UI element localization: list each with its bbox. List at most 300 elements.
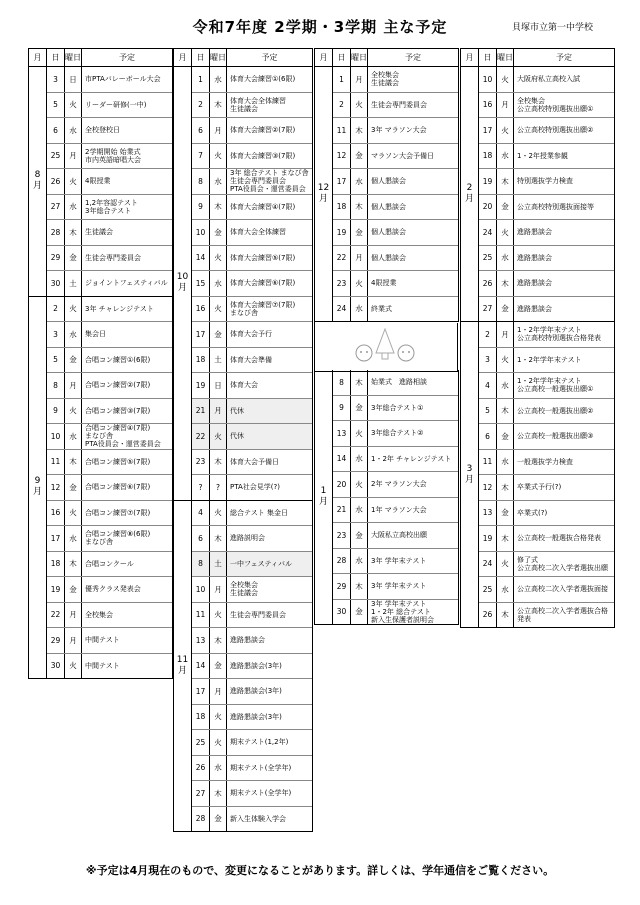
- schedule-row: [479, 603, 614, 628]
- month-group: [29, 297, 173, 680]
- schedule-row: [192, 373, 312, 399]
- month-label: 1 月: [315, 370, 333, 624]
- day-cell: 10: [479, 67, 497, 92]
- event-cell: 全校集会 生徒議会: [371, 71, 399, 88]
- month-group: [174, 501, 313, 833]
- event-cell: 1・2年学年末テスト 公立高校一般選抜出願①: [517, 377, 594, 394]
- weekday-cell: 木: [210, 93, 227, 118]
- weekday-cell: 水: [497, 577, 514, 602]
- event-cell: 3年総合テスト②: [371, 429, 424, 438]
- day-cell: 15: [192, 271, 210, 296]
- day-cell: 23: [333, 523, 351, 548]
- school-name: 貝塚市立第一中学校: [512, 23, 594, 33]
- day-cell: 10: [192, 577, 210, 602]
- header-day: 日: [333, 49, 351, 66]
- day-cell: 27: [192, 781, 210, 806]
- children-christmas-icon: [314, 323, 457, 371]
- header-weekday: 曜日: [210, 49, 227, 66]
- header-month: 月: [461, 49, 479, 66]
- schedule-row: [47, 399, 172, 425]
- schedule-row: [479, 501, 614, 527]
- day-cell: 6: [192, 526, 210, 551]
- month-group: [174, 67, 313, 501]
- weekday-cell: 水: [65, 118, 82, 143]
- month-label: 11 月: [174, 501, 192, 832]
- schedule-row: [47, 526, 172, 552]
- weekday-cell: 水: [351, 498, 368, 523]
- event-cell: 3年 チャレンジテスト: [85, 304, 154, 313]
- day-cell: 27: [479, 297, 497, 322]
- schedule-row: [479, 271, 614, 297]
- day-cell: 13: [192, 628, 210, 653]
- schedule-row: [333, 297, 458, 322]
- weekday-cell: 月: [351, 246, 368, 271]
- schedule-row: [47, 654, 172, 679]
- day-cell: 4: [479, 373, 497, 398]
- event-cell: 期末テスト(全学年): [230, 789, 292, 798]
- weekday-cell: 木: [210, 628, 227, 653]
- schedule-row: [192, 501, 312, 527]
- schedule-row: [47, 450, 172, 476]
- day-cell: 20: [479, 195, 497, 220]
- day-cell: 24: [333, 297, 351, 322]
- month-label: 3 月: [461, 322, 479, 627]
- schedule-row: [192, 781, 312, 807]
- event-cell: 進路懇談会: [517, 253, 552, 262]
- day-cell: 29: [47, 628, 65, 653]
- event-cell: 4限授業: [85, 177, 111, 186]
- weekday-cell: 金: [351, 600, 368, 625]
- event-cell: 進路懇談会: [230, 636, 265, 645]
- schedule-row: [192, 118, 312, 144]
- event-cell: 始業式 進路相談: [371, 378, 427, 387]
- schedule-row: [479, 322, 614, 348]
- header-day: 日: [47, 49, 65, 66]
- month-label: 12 月: [315, 67, 333, 321]
- day-cell: 2: [47, 297, 65, 322]
- event-cell: 一般選抜学力検査: [517, 457, 573, 466]
- schedule-row: [333, 370, 458, 396]
- month-label: 8 月: [29, 67, 47, 296]
- weekday-cell: 金: [210, 322, 227, 347]
- day-cell: 24: [479, 552, 497, 577]
- event-cell: 生徒会専門委員会: [230, 610, 286, 619]
- day-cell: 8: [47, 373, 65, 398]
- weekday-cell: 火: [210, 246, 227, 271]
- header-event: 予定: [405, 53, 421, 62]
- day-cell: 18: [333, 195, 351, 220]
- event-cell: 3年 マラソン大会: [371, 126, 427, 135]
- schedule-row: [47, 169, 172, 195]
- day-cell: 10: [192, 220, 210, 245]
- schedule-column: [460, 48, 615, 628]
- schedule-row: [333, 118, 458, 144]
- event-cell: 1,2年容認テスト 3年総合テスト: [85, 198, 138, 215]
- schedule-row: [333, 600, 458, 625]
- weekday-cell: 水: [210, 271, 227, 296]
- weekday-cell: 木: [65, 552, 82, 577]
- header-event: 予定: [556, 53, 572, 62]
- event-cell: 公立高校二次入学者選抜面接: [517, 585, 608, 594]
- schedule-row: [192, 271, 312, 297]
- weekday-cell: 水: [351, 169, 368, 194]
- weekday-cell: 火: [497, 118, 514, 143]
- weekday-cell: 木: [497, 271, 514, 296]
- weekday-cell: 木: [351, 118, 368, 143]
- day-cell: 8: [333, 370, 351, 395]
- schedule-column: [28, 48, 173, 679]
- weekday-cell: 火: [497, 348, 514, 373]
- schedule-row: [479, 424, 614, 450]
- event-cell: PTA社会見学(?): [230, 483, 280, 492]
- weekday-cell: 木: [351, 370, 368, 395]
- weekday-cell: 月: [210, 679, 227, 704]
- event-cell: 3年 学年末テスト: [371, 582, 427, 591]
- weekday-cell: 木: [497, 399, 514, 424]
- schedule-row: [47, 271, 172, 296]
- weekday-cell: 火: [210, 730, 227, 755]
- weekday-cell: 火: [65, 93, 82, 118]
- schedule-row: [192, 679, 312, 705]
- weekday-cell: 火: [65, 654, 82, 679]
- day-cell: 19: [47, 577, 65, 602]
- footer-note: ※予定は4月現在のもので、変更になることがあります。詳しくは、学年通信をご覧ください。: [85, 864, 555, 877]
- month-group: [315, 370, 459, 625]
- event-cell: 進路懇談会: [517, 304, 552, 313]
- event-cell: 生徒会専門委員会: [371, 100, 427, 109]
- day-cell: 1: [333, 67, 351, 92]
- day-cell: 6: [192, 118, 210, 143]
- schedule-row: [479, 93, 614, 119]
- weekday-cell: 土: [65, 271, 82, 296]
- event-cell: 1・2年授業参観: [517, 151, 568, 160]
- day-cell: ?: [192, 475, 210, 500]
- header-day: 日: [192, 49, 210, 66]
- weekday-cell: 金: [65, 475, 82, 500]
- event-cell: 新入生体験入学会: [230, 814, 286, 823]
- weekday-cell: 火: [210, 297, 227, 322]
- day-cell: 26: [479, 271, 497, 296]
- schedule-row: [192, 297, 312, 323]
- day-cell: 3: [47, 67, 65, 92]
- event-cell: 公立高校二次入学者選抜合格発表: [517, 606, 608, 623]
- weekday-cell: 水: [351, 447, 368, 472]
- schedule-row: [47, 628, 172, 654]
- schedule-row: [47, 144, 172, 170]
- day-cell: 2: [333, 93, 351, 118]
- event-cell: 3年 学年末テスト 1・2年 総合テスト 新入生保護者説明会: [371, 599, 434, 624]
- column-header: [461, 48, 615, 67]
- weekday-cell: 火: [65, 501, 82, 526]
- weekday-cell: 月: [65, 144, 82, 169]
- event-cell: 体育大会全体練習: [230, 228, 286, 237]
- weekday-cell: 金: [351, 144, 368, 169]
- weekday-cell: 火: [351, 472, 368, 497]
- event-cell: 合唱コン練習③(7限): [85, 406, 151, 415]
- day-cell: 9: [333, 396, 351, 421]
- day-cell: 21: [333, 498, 351, 523]
- day-cell: 18: [479, 144, 497, 169]
- day-cell: 21: [192, 399, 210, 424]
- day-cell: 26: [47, 169, 65, 194]
- day-cell: 18: [192, 705, 210, 730]
- weekday-cell: 火: [65, 169, 82, 194]
- weekday-cell: 金: [497, 424, 514, 449]
- schedule-row: [192, 526, 312, 552]
- day-cell: 28: [333, 549, 351, 574]
- event-cell: 公立高校一般選抜出願③: [517, 432, 594, 441]
- day-cell: 30: [47, 654, 65, 679]
- event-cell: 公立高校一般選抜合格発表: [517, 534, 601, 543]
- event-cell: 公立高校一般選抜出願②: [517, 406, 594, 415]
- weekday-cell: 金: [210, 654, 227, 679]
- weekday-cell: ?: [210, 475, 227, 500]
- weekday-cell: 木: [497, 526, 514, 551]
- weekday-cell: 金: [65, 246, 82, 271]
- day-cell: 12: [333, 144, 351, 169]
- event-cell: 合唱コンクール: [85, 559, 134, 568]
- event-cell: 代休: [230, 432, 244, 441]
- schedule-row: [192, 348, 312, 374]
- schedule-row: [479, 348, 614, 374]
- day-cell: 13: [479, 501, 497, 526]
- day-cell: 8: [192, 169, 210, 194]
- weekday-cell: 月: [210, 399, 227, 424]
- header-weekday: 曜日: [497, 49, 514, 66]
- event-cell: 体育大会練習⑥(7限): [230, 279, 296, 288]
- weekday-cell: 水: [65, 424, 82, 449]
- schedule-row: [192, 169, 312, 195]
- schedule-row: [479, 118, 614, 144]
- event-cell: 1・2年学年末テスト: [517, 355, 582, 364]
- day-cell: 3: [47, 322, 65, 347]
- day-cell: 19: [479, 169, 497, 194]
- page-title: 令和7年度 2学期・3学期 主な予定: [192, 18, 448, 36]
- schedule-row: [333, 246, 458, 272]
- weekday-cell: 木: [351, 574, 368, 599]
- schedule-row: [192, 705, 312, 731]
- schedule-row: [333, 447, 458, 473]
- event-cell: 進路懇談会: [517, 228, 552, 237]
- weekday-cell: 金: [497, 501, 514, 526]
- weekday-cell: 金: [351, 396, 368, 421]
- event-cell: 合唱コン練習⑧(6限) まなび舎: [85, 530, 151, 547]
- schedule-row: [192, 628, 312, 654]
- weekday-cell: 金: [65, 348, 82, 373]
- event-cell: 体育大会練習①(6限): [230, 75, 296, 84]
- weekday-cell: 金: [497, 297, 514, 322]
- event-cell: 卒業式(?): [517, 508, 548, 517]
- event-cell: 個人懇談会: [371, 253, 406, 262]
- header-weekday: 曜日: [351, 49, 368, 66]
- day-cell: 7: [192, 144, 210, 169]
- event-cell: 3年総合テスト①: [371, 403, 424, 412]
- event-cell: 特別選抜学力検査: [517, 177, 573, 186]
- event-cell: 卒業式予行(?): [517, 483, 562, 492]
- schedule-row: [333, 549, 458, 575]
- schedule-row: [479, 246, 614, 272]
- month-group: [461, 322, 615, 628]
- header-month: 月: [174, 49, 192, 66]
- schedule-row: [333, 93, 458, 119]
- event-cell: 期末テスト(全学年): [230, 763, 292, 772]
- event-cell: 公立高校特別選抜出願②: [517, 126, 594, 135]
- schedule-row: [47, 93, 172, 119]
- event-cell: 全校集会 生徒議会: [230, 581, 258, 598]
- event-cell: 生徒会専門委員会: [85, 253, 141, 262]
- weekday-cell: 火: [351, 271, 368, 296]
- schedule-row: [192, 654, 312, 680]
- schedule-row: [192, 577, 312, 603]
- weekday-cell: 月: [497, 322, 514, 347]
- day-cell: 5: [47, 348, 65, 373]
- month-group: [29, 67, 173, 297]
- event-cell: 体育大会練習②(7限): [230, 126, 296, 135]
- day-cell: 24: [479, 220, 497, 245]
- weekday-cell: 月: [210, 577, 227, 602]
- event-cell: 合唱コン練習⑤(7限): [85, 457, 151, 466]
- schedule-row: [47, 603, 172, 629]
- weekday-cell: 木: [497, 475, 514, 500]
- day-cell: 25: [479, 246, 497, 271]
- weekday-cell: 火: [351, 421, 368, 446]
- day-cell: 14: [333, 447, 351, 472]
- weekday-cell: 木: [351, 195, 368, 220]
- day-cell: 11: [333, 118, 351, 143]
- schedule-row: [333, 574, 458, 600]
- weekday-cell: 火: [497, 552, 514, 577]
- weekday-cell: 水: [497, 144, 514, 169]
- schedule-row: [47, 552, 172, 578]
- schedule-row: [192, 424, 312, 450]
- weekday-cell: 金: [210, 807, 227, 832]
- schedule-row: [479, 195, 614, 221]
- weekday-cell: 木: [210, 450, 227, 475]
- schedule-row: [192, 450, 312, 476]
- day-cell: 22: [47, 603, 65, 628]
- weekday-cell: 水: [65, 526, 82, 551]
- day-cell: 26: [479, 603, 497, 628]
- weekday-cell: 月: [497, 93, 514, 118]
- event-cell: 優秀クラス発表会: [85, 585, 141, 594]
- schedule-row: [192, 220, 312, 246]
- day-cell: 16: [479, 93, 497, 118]
- schedule-row: [192, 246, 312, 272]
- weekday-cell: 月: [210, 118, 227, 143]
- day-cell: 13: [333, 421, 351, 446]
- month-label: 2 月: [461, 67, 479, 321]
- event-cell: 体育大会練習⑤(7限): [230, 253, 296, 262]
- weekday-cell: 水: [497, 450, 514, 475]
- schedule-row: [47, 424, 172, 450]
- weekday-cell: 金: [351, 523, 368, 548]
- weekday-cell: 金: [497, 195, 514, 220]
- schedule-row: [192, 475, 312, 500]
- schedule-row: [479, 67, 614, 93]
- weekday-cell: 木: [210, 526, 227, 551]
- schedule-row: [47, 246, 172, 272]
- day-cell: 27: [47, 195, 65, 220]
- schedule-row: [333, 523, 458, 549]
- day-cell: 11: [479, 450, 497, 475]
- event-cell: 中間テスト: [85, 661, 120, 670]
- day-cell: 25: [192, 730, 210, 755]
- day-cell: 19: [333, 220, 351, 245]
- event-cell: 合唱コン練習⑦(7限): [85, 508, 151, 517]
- event-cell: 集会日: [85, 330, 106, 339]
- weekday-cell: 土: [210, 348, 227, 373]
- schedule-row: [47, 67, 172, 93]
- day-cell: 25: [47, 144, 65, 169]
- weekday-cell: 火: [210, 144, 227, 169]
- weekday-cell: 火: [210, 424, 227, 449]
- event-cell: リーダー研修(一中): [85, 100, 147, 109]
- day-cell: 1: [192, 67, 210, 92]
- weekday-cell: 水: [497, 246, 514, 271]
- header-day: 日: [479, 49, 497, 66]
- schedule-row: [479, 144, 614, 170]
- schedule-row: [192, 93, 312, 119]
- event-cell: 体育大会予備日: [230, 457, 279, 466]
- event-cell: 大阪私立高校出願: [371, 531, 427, 540]
- event-cell: 個人懇談会: [371, 202, 406, 211]
- event-cell: 1・2年 チャレンジテスト: [371, 454, 452, 463]
- day-cell: 9: [192, 195, 210, 220]
- schedule-row: [47, 373, 172, 399]
- day-cell: 17: [192, 679, 210, 704]
- day-cell: 17: [192, 322, 210, 347]
- weekday-cell: 木: [65, 220, 82, 245]
- weekday-cell: 水: [65, 195, 82, 220]
- day-cell: 4: [192, 501, 210, 526]
- header-event: 予定: [261, 53, 278, 62]
- event-cell: 大阪府私立高校入試: [517, 75, 580, 84]
- weekday-cell: 水: [210, 756, 227, 781]
- event-cell: 進路懇談会: [517, 279, 552, 288]
- schedule-row: [333, 421, 458, 447]
- schedule-row: [479, 450, 614, 476]
- header-event: 予定: [119, 53, 135, 62]
- event-cell: 進路懇談会(3年): [230, 712, 282, 721]
- day-cell: 2: [479, 322, 497, 347]
- day-cell: 23: [192, 450, 210, 475]
- weekday-cell: 日: [65, 67, 82, 92]
- month-group: [315, 67, 459, 322]
- event-cell: 終業式: [371, 304, 392, 313]
- schedule-row: [479, 169, 614, 195]
- event-cell: 3年 学年末テスト: [371, 556, 427, 565]
- schedule-row: [333, 498, 458, 524]
- month-label: 9 月: [29, 297, 47, 679]
- weekday-cell: 火: [210, 501, 227, 526]
- day-cell: 16: [47, 501, 65, 526]
- event-cell: 進路懇談会(3年): [230, 687, 282, 696]
- event-cell: 生徒議会: [85, 228, 113, 237]
- event-cell: 一中フェスティバル: [230, 559, 292, 568]
- event-cell: 体育大会全体練習 生徒議会: [230, 96, 286, 113]
- schedule-row: [479, 552, 614, 578]
- event-cell: 1・2年学年末テスト 公立高校特別選抜合格発表: [517, 326, 601, 343]
- column-header: [174, 48, 313, 67]
- schedule-row: [333, 271, 458, 297]
- event-cell: 全校集会: [85, 610, 113, 619]
- event-cell: 全校集会 公立高校特別選抜出願①: [517, 96, 594, 113]
- day-cell: 16: [192, 297, 210, 322]
- day-cell: 30: [333, 600, 351, 625]
- event-cell: マラソン大会予備日: [371, 151, 434, 160]
- day-cell: 12: [47, 475, 65, 500]
- day-cell: 19: [192, 373, 210, 398]
